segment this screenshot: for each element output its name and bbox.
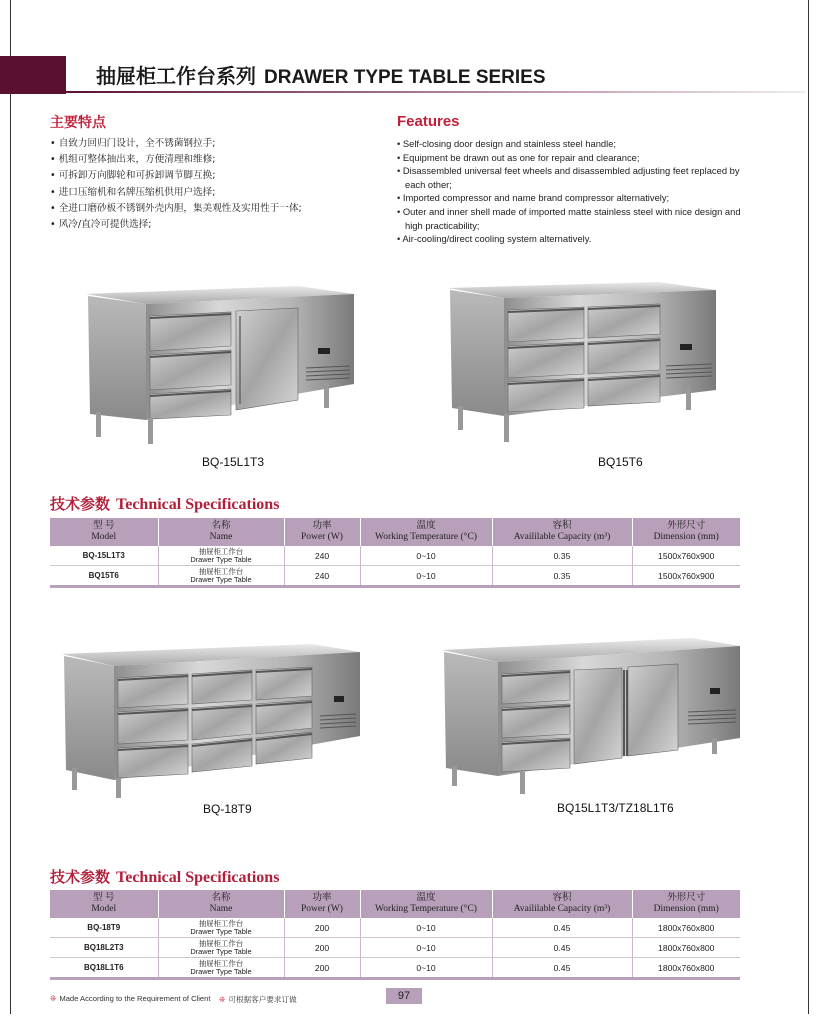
column-header: 功率 Power (W) [284,890,360,918]
cell-dimension: 1500x760x900 [632,566,740,587]
features-en-heading: Features [397,113,460,130]
column-header: 容积 Availilable Capacity (m³) [492,518,632,546]
table-row [50,918,740,938]
spec-table-2 [50,890,740,980]
list-item: • Disassembled universal feet wheels and disassembled adjusting feet replaced by each other; [397,165,740,190]
spec-title [50,866,279,887]
cell-power: 200 [284,918,360,938]
cell-temp: 0~10 [360,546,492,566]
column-header: 温度 Working Temperature (°C) [360,890,492,918]
column-header: 功率 Power (W) [284,518,360,546]
product-image-bq15t6 [448,274,720,444]
list-item: • 自致力回归门设计，全不锈菌钢拉手; [50,138,216,149]
cell-capacity: 0.35 [492,566,632,587]
header-band [0,56,66,94]
cell-temp: 0~10 [360,566,492,587]
list-item: • 全进口磨砂板不锈钢外壳内胆，集美观性及实用性于一体; [50,202,302,214]
table-row [50,958,740,979]
product-image-bq-15l1t3 [86,272,356,444]
cell-power: 240 [284,566,360,587]
page-number: 97 [386,988,422,1004]
cell-capacity: 0.45 [492,918,632,938]
cell-power: 200 [284,938,360,958]
table-row [50,566,740,587]
cell-power: 200 [284,958,360,979]
column-header: 名称 Name [158,518,284,546]
column-header: 温度 Working Temperature (°C) [360,518,492,546]
list-item: • Air-cooling/direct cooling system alternatively. [397,233,592,245]
cell-model: BQ15T6 [50,566,158,587]
list-item: • Imported compressor and name brand compressor alternatively; [397,192,670,204]
column-header: 型 号 Model [50,518,158,546]
table-header-row [50,518,740,546]
table-row [50,938,740,958]
cell-name: 抽屉柜工作台 Drawer Type Table [158,938,284,958]
column-header: 容积 Availilable Capacity (m³) [492,890,632,918]
cell-model: BQ-15L1T3 [50,546,158,566]
star-icon: ❊ [50,994,57,1003]
product-caption: BQ-15L1T3 [202,455,265,469]
column-header: 外形尺寸 Dimension (mm) [632,890,740,918]
cell-capacity: 0.45 [492,938,632,958]
table-row [50,546,740,566]
cell-model: BQ18L2T3 [50,938,158,958]
table-header-row [50,890,740,918]
page-title-cn: 抽屉柜工作台系列 [96,64,256,88]
cell-name: 抽屉柜工作台 Drawer Type Table [158,546,284,566]
spec-table-1 [50,518,740,588]
spec-title-cn: 技术参数 [50,868,111,886]
list-item: • Equipment be drawn out as one for repair and clearance; [397,151,640,163]
features-en-list [397,137,755,246]
features-cn-list [50,136,302,233]
spec-title-en: Technical Specifications [116,869,280,886]
list-item: • Outer and inner shell made of imported matte stainless steel with nice design and high practicability; [397,205,741,231]
cell-temp: 0~10 [360,938,492,958]
list-item: • 机组可整体抽出来，方便清理和维修; [50,154,216,166]
list-item: • 可拆卸万向脚轮和可拆卸调节脚互换; [50,170,216,182]
list-item: • 风冷/直冷可提供选择; [50,219,152,231]
list-item: • 进口压缩机和名牌压缩机供用户选择; [50,186,216,198]
cell-name: 抽屉柜工作台 Drawer Type Table [158,566,284,587]
cell-name: 抽屉柜工作台 Drawer Type Table [158,958,284,979]
cell-temp: 0~10 [360,958,492,979]
product-image-bq15l1t3-tz18l1t6 [442,634,742,794]
cell-dimension: 1500x760x900 [632,546,740,566]
cell-temp: 0~10 [360,918,492,938]
cell-power: 240 [284,546,360,566]
cell-model: BQ18L1T6 [50,958,158,979]
spec-title-en: Technical Specifications [116,496,280,513]
spec-title [50,493,279,514]
header-rule [66,91,806,93]
cell-dimension: 1800x760x800 [632,918,740,938]
column-header: 外形尺寸 Dimension (mm) [632,518,740,546]
footer-note-en: ❊ Made According to the Requirement of Client [50,994,211,1003]
cell-model: BQ-18T9 [50,918,158,938]
cell-name: 抽屉柜工作台 Drawer Type Table [158,918,284,938]
cell-capacity: 0.45 [492,958,632,979]
product-caption: BQ15L1T3/TZ18L1T6 [557,801,674,815]
product-caption: BQ15T6 [598,455,643,469]
list-item: • Self-closing door design and stainless steel handle; [397,138,617,149]
product-caption: BQ-18T9 [203,802,252,816]
footer-note-cn: ❊ 可根据客户要求订做 [219,995,297,1004]
cell-dimension: 1800x760x800 [632,958,740,979]
cell-dimension: 1800x760x800 [632,938,740,958]
column-header: 名称 Name [158,890,284,918]
product-image-bq-18t9 [62,640,362,798]
column-header: 型 号 Model [50,890,158,918]
cell-capacity: 0.35 [492,546,632,566]
features-cn-heading: 主要特点 [50,115,106,131]
page-title-en: DRAWER TYPE TABLE SERIES [264,67,546,88]
star-icon: ❊ [219,995,226,1004]
spec-title-cn: 技术参数 [50,495,111,513]
page-title [96,60,546,89]
